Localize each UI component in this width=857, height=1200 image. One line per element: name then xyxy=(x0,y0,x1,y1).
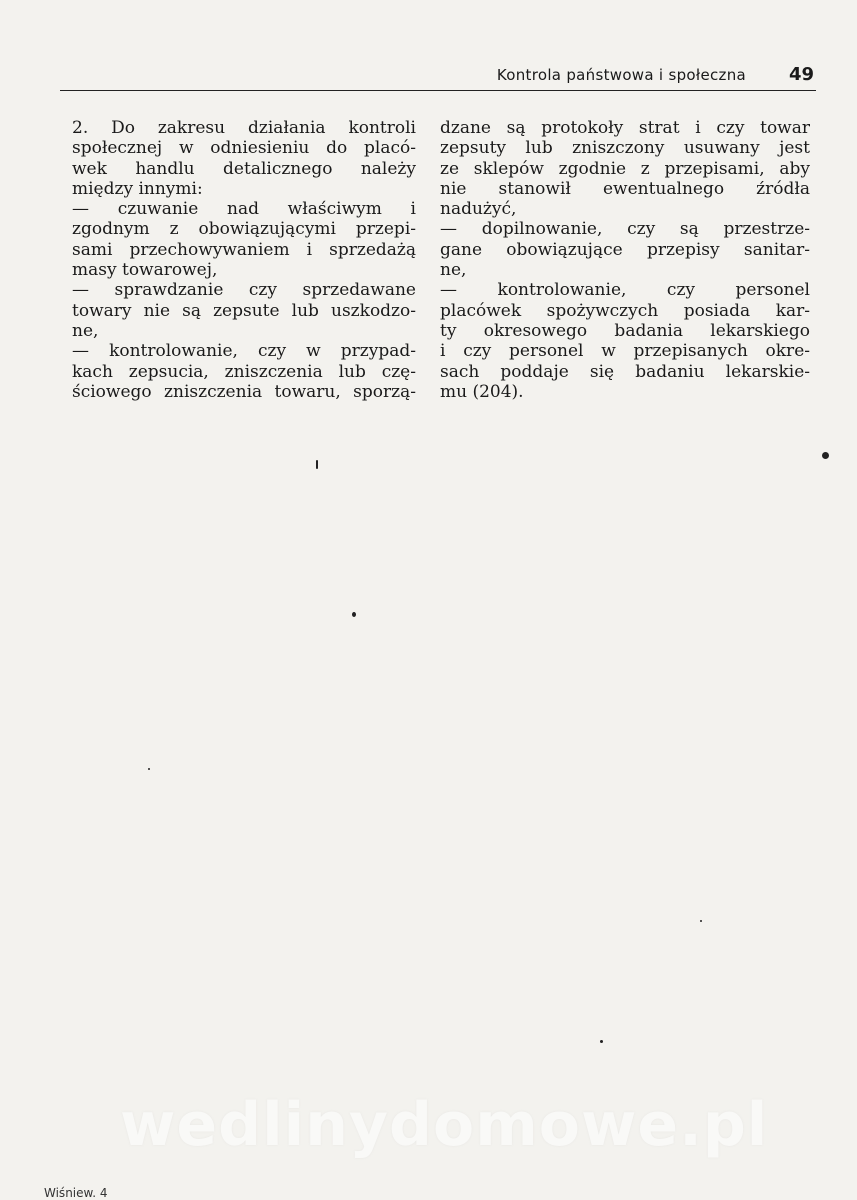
page-number: 49 xyxy=(788,64,814,85)
scan-speck xyxy=(700,920,702,922)
running-title: Kontrola państwowa i społeczna xyxy=(496,66,746,84)
header-rule xyxy=(60,90,816,91)
text-line: 2. Do zakresu działania kontroli xyxy=(72,118,416,138)
text-line: — dopilnowanie, czy są przestrze- xyxy=(440,219,810,240)
right-text-column xyxy=(440,118,810,402)
text-line: gane obowiązujące przepisy sanitar- xyxy=(440,239,810,260)
page-header xyxy=(60,62,816,92)
text-line: towary nie są zepsute lub uszkodzo- xyxy=(72,300,416,321)
text-line: — sprawdzanie czy sprzedawane xyxy=(72,280,416,301)
text-line: placówek spożywczych posiada kar- xyxy=(440,300,810,321)
scan-speck xyxy=(148,768,150,770)
left-text-column xyxy=(72,118,416,402)
text-line: zepsuty lub zniszczony usuwany jest xyxy=(440,138,810,159)
footer-signature-mark: Wiśniew. 4 xyxy=(44,1186,108,1200)
scan-speck xyxy=(600,1040,603,1043)
text-line: społecznej w odniesieniu do placó- xyxy=(72,138,416,159)
text-line: — kontrolowanie, czy w przypad- xyxy=(72,341,416,362)
text-line: wek handlu detalicznego należy xyxy=(72,158,416,179)
watermark-text: wedlinydomowe.pl xyxy=(120,1090,769,1160)
text-line: między innymi: xyxy=(72,178,203,199)
text-line: ne, xyxy=(440,260,467,281)
scan-speck xyxy=(316,460,318,469)
text-line: nie stanowił ewentualnego źródła xyxy=(440,178,810,199)
text-line: i czy personel w przepisanych okre- xyxy=(440,341,810,362)
text-line: ne, xyxy=(72,320,99,341)
text-line: ściowego zniszczenia towaru, sporzą- xyxy=(72,381,416,402)
text-line: mu (204). xyxy=(440,381,524,402)
scan-speck xyxy=(822,452,829,459)
text-line: kach zepsucia, zniszczenia lub czę- xyxy=(72,361,416,382)
text-line: nadużyć, xyxy=(440,199,517,220)
text-line: ty okresowego badania lekarskiego xyxy=(440,320,810,341)
text-line: zgodnym z obowiązującymi przepi- xyxy=(72,219,416,240)
text-line: — kontrolowanie, czy personel xyxy=(440,280,810,301)
scan-speck xyxy=(352,612,356,617)
text-line: dzane są protokoły strat i czy towar xyxy=(440,118,810,138)
text-line: sach poddaje się badaniu lekarskie- xyxy=(440,361,810,382)
text-line: — czuwanie nad właściwym i xyxy=(72,199,416,220)
text-line: sami przechowywaniem i sprzedażą xyxy=(72,239,416,260)
text-line: ze sklepów zgodnie z przepisami, aby xyxy=(440,158,810,179)
text-line: masy towarowej, xyxy=(72,260,218,281)
